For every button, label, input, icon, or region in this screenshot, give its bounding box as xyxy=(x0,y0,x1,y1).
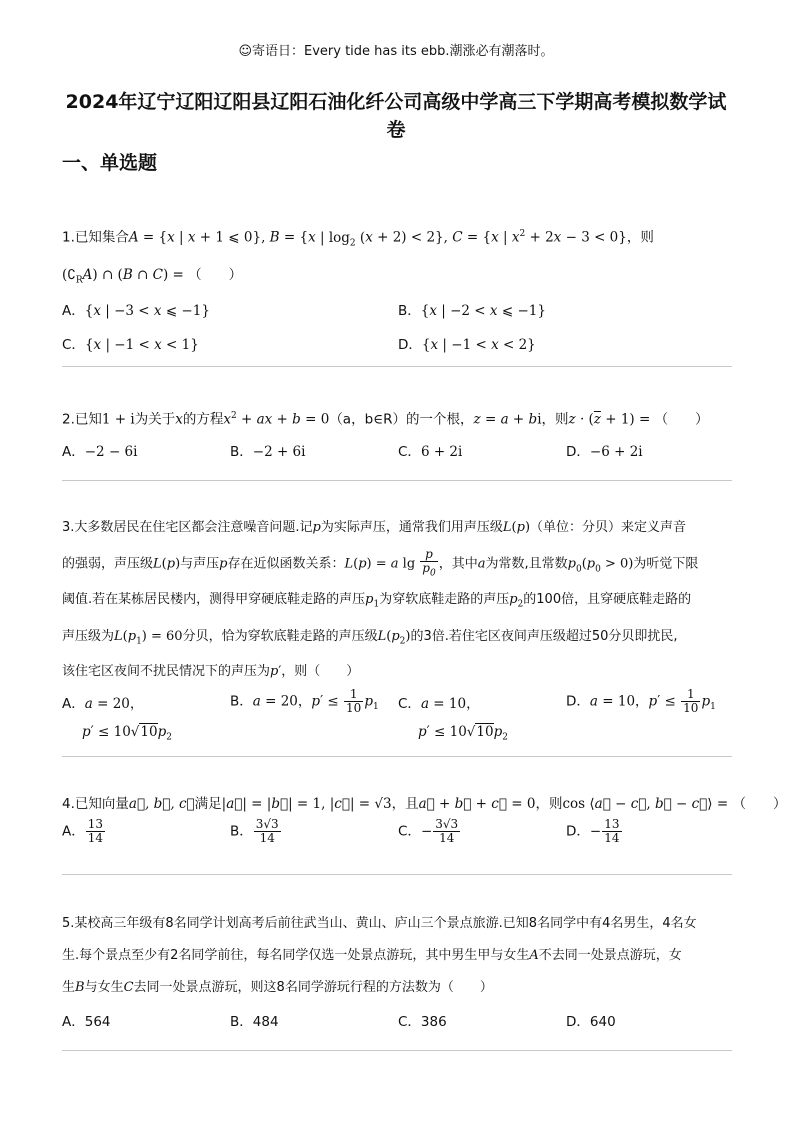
section-heading: 一、单选题 xyxy=(62,152,158,174)
question-2 xyxy=(62,406,734,464)
q3-option-b[interactable]: B．a = 20，p′ ≤ $\frac{1}{10}$ $p_1$ xyxy=(230,686,379,715)
question-1 xyxy=(62,224,734,369)
q3-stem-line-1: 3.大多数居民在住宅区都会注意噪音问题.记p为实际声压，通常我们用声压级L(p)（单位：分贝）来定义声音 xyxy=(62,520,687,535)
q1-option-c[interactable]: C．{x | −1 < x < 1} xyxy=(62,336,199,353)
q3-option-d[interactable]: D．a = 10，p′ ≤ $\frac{1}{10}$ $p_1$ xyxy=(566,686,716,715)
q4-option-c[interactable]: C．− $\frac{3√3}{14}$ xyxy=(398,817,459,845)
q4-stem: 4.已知向量a⃗, b⃗, c⃗满足|a⃗| = |b⃗| = 1, |c⃗| = √3，且a⃗ + b⃗ + c⃗ = 0，则cos ⟨a⃗ − c⃗, b⃗ − c⃗⟩ = （ ） xyxy=(62,796,787,812)
q4-option-d[interactable]: D．− $\frac{13}{14}$ xyxy=(566,817,620,845)
divider xyxy=(62,1050,732,1051)
q3-option-a[interactable]: A．a = 20， xyxy=(62,695,144,712)
q2-option-c[interactable]: C．6 + 2i xyxy=(398,443,463,460)
q5-option-a[interactable]: A．564 xyxy=(62,1014,111,1030)
q3-stem-line-2: 的强弱，声压级L(p)与声压p存在近似函数关系：L(p) = a lg $\frac{p}{p_0}$ ，其中a为常数,且常数$p_0(p_0 > 0)$为听觉下限 xyxy=(62,547,699,579)
q5-option-d[interactable]: D．640 xyxy=(566,1014,616,1030)
q3-stem-line-3: 阈值.若在某栋居民楼内，测得甲穿硬底鞋走路的声压$p_1$为穿软底鞋走路的声压$p_2$的100倍，且穿硬底鞋走路的 xyxy=(62,592,692,610)
q5-option-b[interactable]: B．484 xyxy=(230,1014,279,1030)
title-line-2: 卷 xyxy=(386,119,406,141)
q3-stem-line-4: 声压级为$L(p_1) = 60$分贝，恰为穿软底鞋走路的声压级$L(p_2)$的3倍.若住宅区夜间声压级超过50分贝即扰民, xyxy=(62,628,678,647)
q1-option-a[interactable]: A．{x | −3 < x ⩽ −1} xyxy=(62,302,210,319)
q3-option-c[interactable]: C．a = 10， xyxy=(398,695,480,712)
divider xyxy=(62,874,732,875)
q3-option-c-line-2: $p' \le 10√10p_2$ xyxy=(418,723,508,743)
q4-option-a[interactable]: A． $\frac{13}{14}$ xyxy=(62,817,104,845)
q5-option-c[interactable]: C．386 xyxy=(398,1014,447,1030)
q1-stem-line-2: $(∁_RA)$ ∩ (B ∩ C) = （ ） xyxy=(62,267,243,286)
motto: ☺寄语日：Every tide has its ebb.潮涨必有潮落时。 xyxy=(238,44,554,59)
divider xyxy=(62,480,732,481)
q2-option-d[interactable]: D．−6 + 2i xyxy=(566,443,643,460)
question-4 xyxy=(62,794,787,858)
q2-stem: 2.已知1 + i为关于x的方程$x^2$ + ax + b = 0（a，b∈R）的一个根，z = a + bi，则$z \cdot (\overline{z} + 1)$ = （ ） xyxy=(62,411,709,428)
q5-stem-line-3: 生B与女生C去同一处景点游玩，则这8名同学游玩行程的方法数为（ ） xyxy=(62,980,493,995)
q3-stem-line-5: 该住宅区夜间不扰民情况下的声压为p′，则（ ） xyxy=(62,663,360,679)
q4-options xyxy=(62,818,734,858)
divider xyxy=(62,366,732,367)
q5-options xyxy=(62,1010,734,1034)
q2-option-b[interactable]: B．−2 + 6i xyxy=(230,443,306,460)
title-line-1: 2024年辽宁辽阳辽阳县辽阳石油化纤公司高级中学高三下学期高考模拟数学试 xyxy=(65,91,727,113)
question-5 xyxy=(62,914,734,1034)
q1-option-d[interactable]: D．{x | −1 < x < 2} xyxy=(398,336,536,353)
q1-option-b[interactable]: B．{x | −2 < x ⩽ −1} xyxy=(398,302,546,319)
q2-option-a[interactable]: A．−2 − 6i xyxy=(62,443,138,460)
q2-options xyxy=(62,440,734,464)
q5-stem-line-1: 5.某校高三年级有8名同学计划高考后前往武当山、黄山、庐山三个景点旅游.已知8名同学中有4名男生，4名女 xyxy=(62,916,697,931)
q5-stem-line-2: 生.每个景点至少有2名同学前往，每名同学仅选一处景点游玩，其中男生甲与女生A不去同一处景点游玩，女 xyxy=(62,948,682,963)
q3-options xyxy=(62,688,734,746)
q4-option-b[interactable]: B． $\frac{3√3}{14}$ xyxy=(230,817,279,845)
divider xyxy=(62,756,732,757)
q3-option-a-line-2: $p' \le 10√10p_2$ xyxy=(82,723,172,743)
q1-stem-line-1: 1.已知集合A = {x | x + 1 ⩽ 0}, B = {x | $\log_2 (x + 2) < 2$}, C = {x | $x^2 + 2x - 3 < 0$}，则 xyxy=(62,229,654,249)
page-title xyxy=(50,88,742,144)
q1-options xyxy=(62,299,734,369)
question-3 xyxy=(62,518,734,746)
